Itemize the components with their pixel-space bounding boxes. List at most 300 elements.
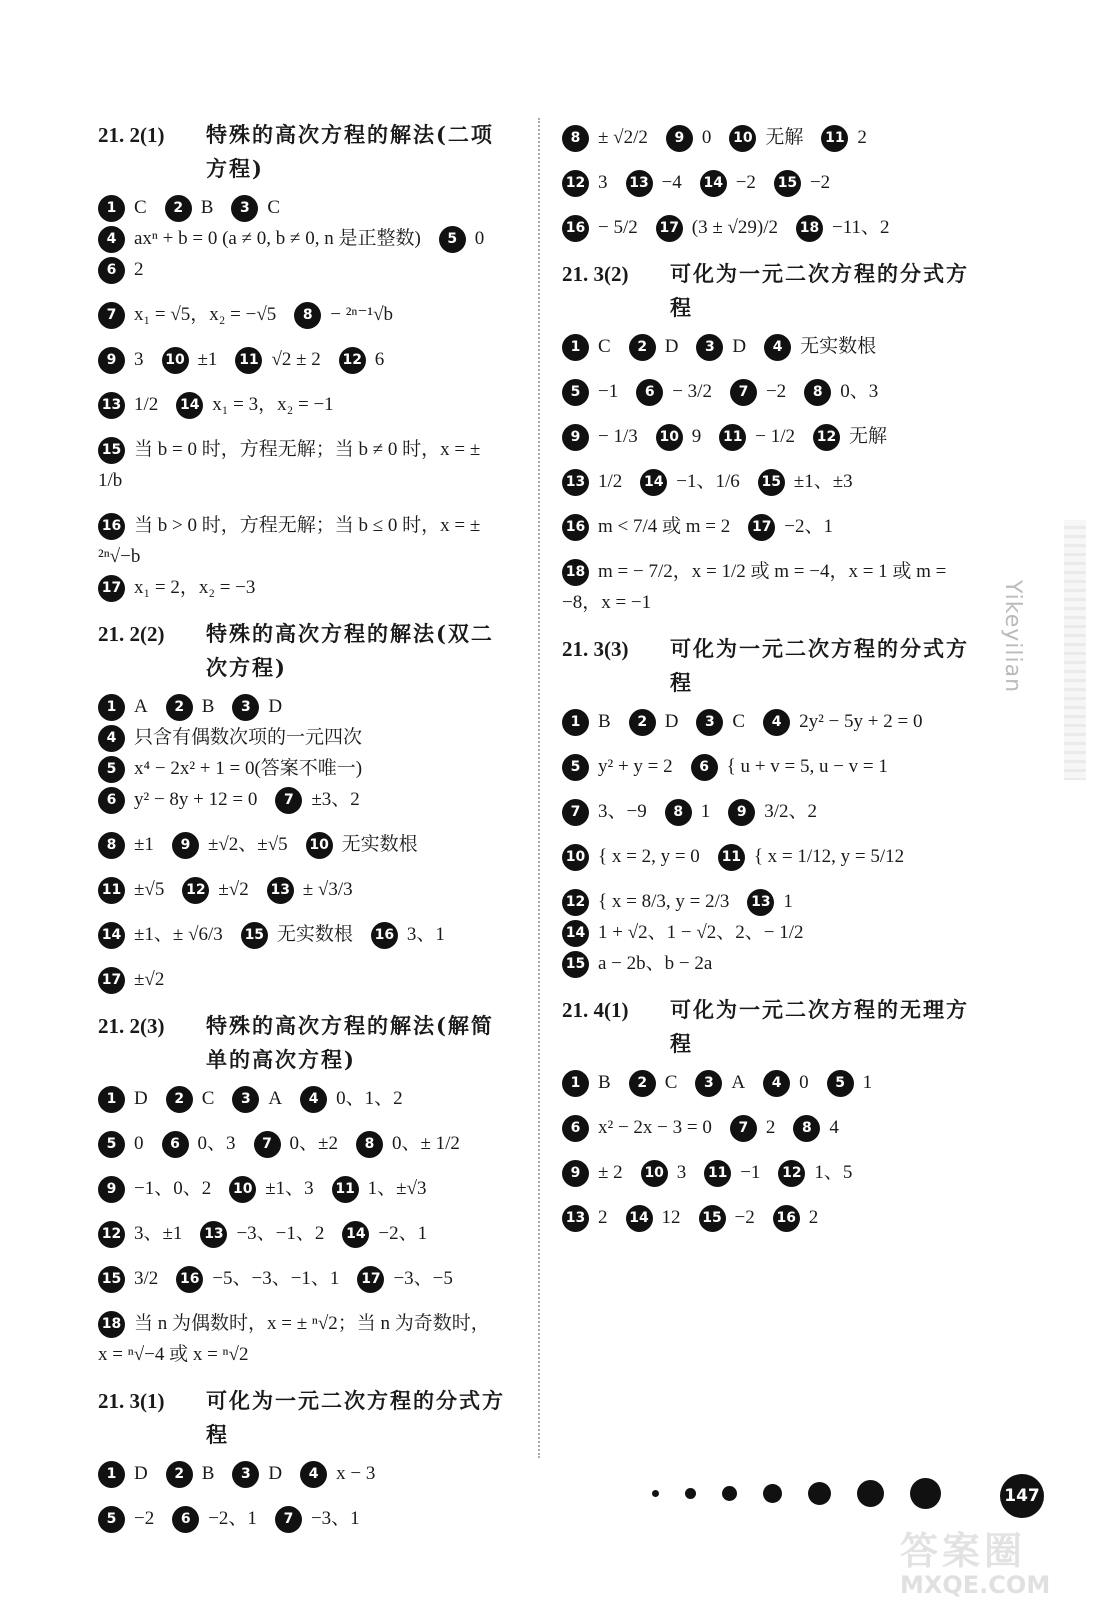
answer-item [98, 1083, 148, 1114]
answer-line [98, 434, 516, 496]
question-number-badge: 7 [730, 1115, 757, 1142]
question-number-badge: 17 [98, 575, 125, 602]
answer-item [700, 167, 756, 198]
answer-item [332, 1173, 427, 1204]
answer-value: C [732, 711, 746, 732]
question-number-badge: 6 [98, 787, 125, 814]
question-number-badge: 6 [162, 1131, 189, 1158]
question-number-badge: 4 [763, 1070, 790, 1097]
answer-value: 1 + √2、1 − √2、2、− 1/2 [598, 922, 804, 943]
question-number-badge: 2 [166, 1086, 193, 1113]
answer-line [98, 829, 516, 860]
answer-value: 4 [829, 1117, 839, 1138]
question-number-badge: 9 [562, 1160, 589, 1187]
answer-value: 1、5 [814, 1162, 853, 1183]
answer-line [562, 376, 980, 407]
answer-item [629, 706, 679, 737]
answer-item [267, 874, 353, 905]
section-number: 21. 3(2) [562, 262, 629, 286]
answer-item [166, 1083, 215, 1114]
answer-value: (3 ± √29)/2 [691, 217, 779, 238]
answer-item [695, 1067, 745, 1098]
answer-item [728, 796, 817, 827]
answer-item [813, 421, 887, 452]
answer-value: B [200, 197, 214, 218]
answer-section [98, 1384, 516, 1534]
answer-item [98, 691, 148, 722]
answer-value: x⁴ − 2x² + 1 = 0(答案不唯一) [134, 758, 363, 779]
answer-value: 1、±√3 [367, 1178, 427, 1199]
answer-line [562, 466, 980, 497]
answer-value: 3 [134, 349, 144, 370]
answer-section [98, 1009, 516, 1370]
answer-item [98, 753, 362, 784]
answer-value: ± √3/3 [302, 879, 353, 900]
question-number-badge: 6 [172, 1506, 199, 1533]
answer-line [98, 1173, 516, 1204]
answer-item [371, 919, 445, 950]
answer-value: 1 [783, 891, 793, 912]
watermark-text: 答案圈 [900, 1529, 1027, 1573]
answer-value: −2、1 [784, 516, 833, 537]
watermark-url: MXQE.COM [900, 1571, 1051, 1599]
answer-item [439, 223, 485, 254]
answer-line [562, 751, 980, 782]
section-heading [98, 1384, 516, 1452]
footer-dot [857, 1480, 884, 1507]
question-number-badge: 1 [98, 1461, 125, 1488]
answer-section [98, 617, 516, 995]
section-number: 21. 2(1) [98, 123, 165, 147]
answer-value: ±1、3 [265, 1178, 314, 1199]
answer-item [229, 1173, 313, 1204]
answer-value: −1 [598, 381, 619, 402]
answer-value: 3、±1 [134, 1223, 183, 1244]
answer-item [172, 1503, 257, 1534]
answer-item [562, 331, 611, 362]
answer-value: 只含有偶数次项的一元四次 [134, 727, 363, 748]
answer-value: m < 7/4 或 m = 2 [598, 516, 731, 537]
answer-value: m = − 7/2，x = 1/2 或 m = −4，x = 1 或 m = −8，x = −1 [562, 561, 947, 613]
answer-item [562, 841, 700, 872]
column-divider [538, 118, 540, 1458]
answer-value: 当 n 为偶数时，x = ± ⁿ√2；当 n 为奇数时，x = ⁿ√−4 或 x = ⁿ√2 [98, 1313, 490, 1365]
answer-value: −11、2 [832, 217, 890, 238]
answer-value: 1 [700, 801, 711, 822]
answer-value: 12 [661, 1207, 681, 1228]
answer-item [562, 796, 647, 827]
answer-item [562, 1157, 623, 1188]
answer-item [562, 122, 648, 153]
question-number-badge: 1 [562, 334, 589, 361]
question-number-badge: 10 [229, 1176, 256, 1203]
question-number-badge: 3 [696, 709, 723, 736]
question-number-badge: 11 [332, 1176, 359, 1203]
answer-item [629, 1067, 678, 1098]
answer-item [773, 1202, 819, 1233]
answer-item [763, 1067, 809, 1098]
answer-item [747, 886, 793, 917]
answer-value: 当 b > 0 时，方程无解；当 b ≤ 0 时，x = ± ²ⁿ√−b [98, 515, 481, 567]
answer-value: − 1/2 [755, 426, 795, 447]
answer-line [98, 919, 516, 950]
question-number-badge: 11 [704, 1160, 731, 1187]
answer-item [626, 1202, 681, 1233]
answer-value: C [201, 1088, 215, 1109]
answer-item [636, 376, 712, 407]
answer-item [562, 466, 622, 497]
question-number-badge: 9 [562, 424, 589, 451]
answer-value: ±1、±3 [793, 471, 853, 492]
answer-item [98, 829, 154, 860]
section-heading [562, 632, 980, 700]
question-number-badge: 4 [763, 709, 790, 736]
page-number: 147 [1000, 1474, 1044, 1518]
answer-section [562, 993, 980, 1233]
answer-line [562, 1157, 980, 1188]
question-number-badge: 3 [232, 1086, 259, 1113]
answer-value: ±√2 [134, 969, 165, 990]
answer-value: −5、−3、−1、1 [212, 1268, 340, 1289]
answer-value: 0 [474, 228, 485, 249]
answer-line [562, 706, 980, 737]
question-number-badge: 13 [562, 469, 589, 496]
answer-item [98, 784, 257, 815]
answer-line [98, 192, 516, 285]
section-heading [98, 617, 516, 685]
answer-item [729, 122, 803, 153]
answer-item [98, 299, 276, 330]
answer-value: 2 [808, 1207, 819, 1228]
answer-line [562, 1202, 980, 1233]
answer-item [235, 344, 320, 375]
answer-value: { x = 8/3, y = 2/3 [598, 891, 730, 912]
answer-item [640, 466, 740, 497]
answer-value: 2 [857, 127, 867, 148]
answer-line [98, 389, 516, 420]
answer-value: 3/2 [134, 1268, 159, 1289]
question-number-badge: 15 [758, 469, 785, 496]
question-number-badge: 4 [300, 1461, 327, 1488]
answer-value: −3、1 [310, 1508, 360, 1529]
answer-value: x₁ = 3，x₂ = −1 [212, 394, 334, 415]
answer-item [339, 344, 385, 375]
question-number-badge: 14 [640, 469, 667, 496]
answer-item [98, 1503, 154, 1534]
answer-item [562, 556, 962, 618]
answer-value: 2 [765, 1117, 776, 1138]
answer-value: ±1、± √6/3 [134, 924, 223, 945]
answer-value: 0、3 [840, 381, 879, 402]
answer-value: 无实数根 [800, 336, 877, 357]
answer-item [562, 706, 611, 737]
answer-section [562, 122, 980, 243]
question-number-badge: 1 [562, 709, 589, 736]
answer-line [562, 122, 980, 153]
question-number-badge: 2 [165, 195, 192, 222]
answer-line [562, 1112, 980, 1143]
section-title: 特殊的高次方程的解法(双二次方程) [206, 621, 494, 680]
answer-item [231, 192, 280, 223]
answer-line [562, 796, 980, 827]
answer-value: 0、± 1/2 [391, 1133, 460, 1154]
page-edge-strip [1064, 520, 1086, 780]
answer-line [98, 1458, 516, 1489]
question-number-badge: 11 [718, 844, 745, 871]
answer-value: 0、3 [197, 1133, 236, 1154]
question-number-badge: 8 [804, 379, 831, 406]
answer-item [656, 421, 702, 452]
answer-value: √2 ± 2 [271, 349, 321, 370]
question-number-badge: 5 [98, 1131, 125, 1158]
question-number-badge: 7 [275, 787, 302, 814]
answer-item [98, 192, 147, 223]
question-number-badge: 12 [562, 889, 589, 916]
answer-line [98, 299, 516, 330]
answer-value: −4 [661, 172, 682, 193]
question-number-badge: 5 [98, 756, 125, 783]
answer-line [562, 421, 980, 452]
question-number-badge: 5 [562, 379, 589, 406]
question-number-badge: 3 [695, 1070, 722, 1097]
answer-line [98, 874, 516, 905]
answer-item [200, 1218, 324, 1249]
answer-item [98, 722, 362, 753]
question-number-badge: 4 [300, 1086, 327, 1113]
answer-item [176, 1263, 339, 1294]
answer-value: −1、1/6 [676, 471, 740, 492]
question-number-badge: 13 [747, 889, 774, 916]
answer-item [793, 1112, 839, 1143]
question-number-badge: 13 [267, 877, 294, 904]
question-number-badge: 10 [729, 125, 756, 152]
answer-value: 0、±2 [289, 1133, 338, 1154]
section-title: 可化为一元二次方程的无理方程 [670, 997, 969, 1056]
answer-value: axⁿ + b = 0 (a ≠ 0, b ≠ 0, n 是正整数) [134, 228, 421, 249]
question-number-badge: 11 [98, 877, 125, 904]
question-number-badge: 11 [821, 125, 848, 152]
answer-item [98, 1218, 182, 1249]
answer-item [98, 1173, 211, 1204]
answer-value: 无实数根 [276, 924, 353, 945]
answer-value: 9 [691, 426, 702, 447]
question-number-badge: 1 [562, 1070, 589, 1097]
question-number-badge: 8 [356, 1131, 383, 1158]
question-number-badge: 6 [636, 379, 663, 406]
answer-item [730, 376, 786, 407]
answer-value: −3、−5 [393, 1268, 453, 1289]
question-number-badge: 4 [764, 334, 791, 361]
answer-item [730, 1112, 776, 1143]
question-number-badge: 2 [629, 334, 656, 361]
answer-item [98, 919, 223, 950]
answer-value: 3 [598, 172, 608, 193]
question-number-badge: 17 [357, 1266, 384, 1293]
answer-line [98, 510, 516, 603]
answer-item [232, 1083, 282, 1114]
answer-item [98, 510, 498, 572]
answer-item [704, 1157, 760, 1188]
question-number-badge: 10 [306, 832, 333, 859]
answer-item [232, 1458, 282, 1489]
question-number-badge: 7 [275, 1506, 302, 1533]
answer-item [691, 751, 888, 782]
question-number-badge: 16 [371, 922, 398, 949]
answer-value: 0 [799, 1072, 809, 1093]
answer-value: D [268, 1463, 283, 1484]
answer-line [98, 1503, 516, 1534]
section-heading [562, 257, 980, 325]
question-number-badge: 12 [182, 877, 209, 904]
answer-value: 当 b = 0 时，方程无解；当 b ≠ 0 时，x = ± 1/b [98, 439, 481, 491]
answer-line [98, 1308, 516, 1370]
answer-line [562, 511, 980, 542]
answer-value: 2 [598, 1207, 608, 1228]
answer-value: −1 [740, 1162, 761, 1183]
answer-value: D [664, 336, 679, 357]
answer-line [562, 886, 980, 979]
question-number-badge: 18 [796, 215, 823, 242]
answer-value: − 3/2 [672, 381, 712, 402]
answer-value: ±√5 [134, 879, 165, 900]
question-number-badge: 14 [562, 920, 589, 947]
answer-item [778, 1157, 852, 1188]
answer-item [719, 421, 795, 452]
answer-value: D [732, 336, 747, 357]
answer-item [356, 1128, 460, 1159]
answer-value: −2 [735, 172, 756, 193]
question-number-badge: 8 [665, 799, 692, 826]
section-heading [98, 1009, 516, 1077]
answer-value: 0、1、2 [336, 1088, 403, 1109]
footer-dot [910, 1478, 941, 1509]
question-number-badge: 2 [629, 709, 656, 736]
question-number-badge: 4 [98, 725, 125, 752]
answer-item [275, 1503, 360, 1534]
answer-value: x₁ = √5，x₂ = −√5 [134, 304, 277, 325]
question-number-badge: 13 [98, 392, 125, 419]
question-number-badge: 6 [691, 754, 718, 781]
question-number-badge: 2 [166, 694, 193, 721]
answer-value: A [268, 1088, 283, 1109]
answer-value: { x = 2, y = 0 [598, 846, 700, 867]
answer-value: 6 [374, 349, 385, 370]
answer-value: { x = 1/12, y = 5/12 [753, 846, 905, 867]
answer-value: 无解 [849, 426, 888, 447]
left-column [98, 118, 516, 1548]
question-number-badge: 10 [562, 844, 589, 871]
question-number-badge: 9 [666, 125, 693, 152]
question-number-badge: 4 [98, 226, 125, 253]
question-number-badge: 1 [98, 1086, 125, 1113]
question-number-badge: 17 [98, 967, 125, 994]
section-title: 可化为一元二次方程的分式方程 [206, 1388, 505, 1447]
question-number-badge: 17 [748, 514, 775, 541]
answer-item [98, 572, 255, 603]
section-number: 21. 2(2) [98, 622, 165, 646]
answer-line [562, 331, 980, 362]
answer-section [562, 257, 980, 618]
answer-item [98, 223, 421, 254]
answer-item [166, 691, 215, 722]
answer-item [357, 1263, 452, 1294]
question-number-badge: 18 [98, 1311, 125, 1338]
section-number: 21. 4(1) [562, 998, 629, 1022]
answer-item [758, 466, 853, 497]
answer-value: 0 [701, 127, 712, 148]
answer-item [241, 919, 353, 950]
answer-value: 3、−9 [598, 801, 647, 822]
question-number-badge: 2 [166, 1461, 193, 1488]
answer-item [98, 874, 164, 905]
question-number-badge: 13 [562, 1205, 589, 1232]
section-title: 可化为一元二次方程的分式方程 [670, 636, 969, 695]
footer-dot [808, 1482, 831, 1505]
question-number-badge: 16 [98, 513, 125, 540]
answer-value: D [664, 711, 679, 732]
question-number-badge: 2 [629, 1070, 656, 1097]
question-number-badge: 16 [562, 514, 589, 541]
answer-item [98, 1263, 158, 1294]
answer-item [165, 192, 214, 223]
answer-item [562, 886, 729, 917]
answer-item [641, 1157, 687, 1188]
answer-value: B [598, 1072, 611, 1093]
question-number-badge: 6 [562, 1115, 589, 1142]
answer-value: 无解 [765, 127, 804, 148]
question-number-badge: 13 [626, 170, 653, 197]
answer-item [562, 1112, 712, 1143]
answer-line [98, 344, 516, 375]
answer-item [306, 829, 418, 860]
answer-item [562, 948, 712, 979]
question-number-badge: 14 [342, 1221, 369, 1248]
question-number-badge: 15 [241, 922, 268, 949]
question-number-badge: 10 [656, 424, 683, 451]
answer-item [300, 1458, 375, 1489]
answer-item [827, 1067, 873, 1098]
answer-value: ±√2 [218, 879, 249, 900]
answer-value: C [134, 197, 147, 218]
question-number-badge: 12 [562, 170, 589, 197]
answer-value: y² + y = 2 [598, 756, 673, 777]
answer-item [98, 1458, 148, 1489]
question-number-badge: 9 [98, 1176, 125, 1203]
answer-item [656, 212, 778, 243]
answer-value: −2 [765, 381, 787, 402]
question-number-badge: 5 [562, 754, 589, 781]
question-number-badge: 11 [235, 347, 262, 374]
answer-item [254, 1128, 338, 1159]
answer-item [748, 511, 833, 542]
answer-value: − 1/3 [598, 426, 638, 447]
answer-value: −2 [134, 1508, 155, 1529]
answer-value: −2 [809, 172, 831, 193]
answer-value: −3、−1、2 [236, 1223, 325, 1244]
question-number-badge: 5 [827, 1070, 854, 1097]
question-number-badge: 16 [562, 215, 589, 242]
answer-value: 3/2、2 [764, 801, 817, 822]
answer-value: 3 [676, 1162, 687, 1183]
answer-value: x₁ = 2，x₂ = −3 [134, 577, 256, 598]
question-number-badge: 3 [232, 694, 259, 721]
answer-item [696, 331, 746, 362]
answer-item [562, 917, 804, 948]
answer-item [98, 964, 164, 995]
question-number-badge: 14 [98, 922, 125, 949]
answer-item [774, 167, 830, 198]
answer-item [294, 299, 393, 330]
